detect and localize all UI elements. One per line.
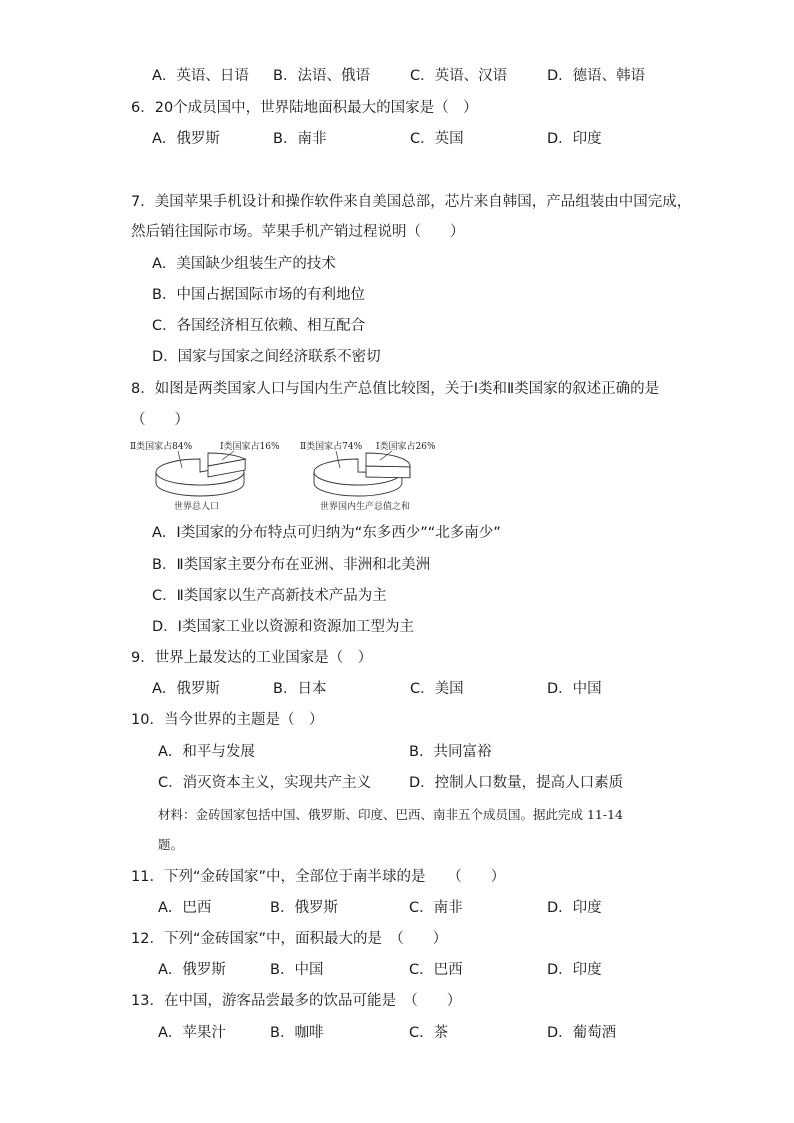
q13-option-c: C．茶 — [409, 1025, 449, 1041]
q6-option-d: D．印度 — [547, 131, 602, 147]
pie-chart-population — [156, 451, 245, 496]
q13-option-d: D．葡萄酒 — [547, 1025, 617, 1041]
q8-option-b: B．Ⅱ类国家主要分布在亚洲、非洲和北美洲 — [152, 557, 431, 573]
q11-option-c: C．南非 — [409, 900, 463, 916]
q12-option-b: B．中国 — [270, 962, 324, 978]
q8-option-c: C．Ⅱ类国家以生产高新技术产品为主 — [152, 588, 387, 604]
q5-option-c: C．英语、汉语 — [410, 68, 508, 84]
q6-option-c: C．英国 — [410, 131, 464, 147]
q8-pie-figure — [128, 434, 468, 514]
q7-option-b: B．中国占据国际市场的有利地位 — [152, 287, 365, 303]
q10-option-a: A．和平与发展 — [158, 744, 255, 760]
q9-option-a: A．俄罗斯 — [152, 681, 220, 697]
q10-option-c: C．消灭资本主义，实现共产主义 — [158, 775, 372, 791]
material-line2: 题。 — [158, 837, 184, 852]
pie1-label-i: Ⅰ类国家占26% — [376, 442, 436, 452]
q7-option-d: D．国家与国家之间经济联系不密切 — [152, 349, 381, 365]
q10-stem: 10．当今世界的主题是（ ） — [131, 712, 324, 728]
q13-stem: 13．在中国，游客品尝最多的饮品可能是 （ ） — [131, 993, 462, 1009]
q8-stem-line2: （ ） — [131, 412, 189, 428]
q12-stem: 12．下列“金砖国家”中，面积最大的是 （ ） — [131, 931, 448, 947]
q7-stem-line1: 7．美国苹果手机设计和操作软件来自美国总部，芯片来自韩国，产品组装由中国完成， — [131, 194, 692, 210]
q7-option-c: C．各国经济相互依赖、相互配合 — [152, 318, 366, 334]
q12-option-d: D．印度 — [547, 962, 602, 978]
q10-option-d: D．控制人口数量，提高人口素质 — [409, 775, 624, 791]
q9-option-d: D．中国 — [547, 681, 602, 697]
pie1-label-ii: Ⅱ类国家占74% — [300, 442, 363, 452]
q12-option-a: A．俄罗斯 — [158, 962, 226, 978]
pie0-title: 世界总人口 — [174, 502, 220, 512]
q9-stem: 9．世界上最发达的工业国家是（ ） — [131, 650, 373, 666]
pie0-label-i: Ⅰ类国家占16% — [220, 442, 280, 452]
q8-stem-line1: 8．如图是两类国家人口与国内生产总值比较图，关于Ⅰ类和Ⅱ类国家的叙述正确的是 — [131, 381, 660, 397]
pie1-small-slice — [366, 453, 410, 478]
q6-stem: 6．20个成员国中，世界陆地面积最大的国家是（ ） — [131, 100, 478, 116]
q11-option-a: A．巴西 — [158, 900, 212, 916]
q5-option-d: D．德语、韩语 — [547, 68, 646, 84]
q13-option-b: B．咖啡 — [270, 1025, 324, 1041]
q9-option-b: B．日本 — [273, 681, 327, 697]
q5-option-b: B．法语、俄语 — [273, 68, 370, 84]
q12-option-c: C．巴西 — [409, 962, 463, 978]
q8-option-a: A．Ⅰ类国家的分布特点可归纳为“东多西少”“北多南少” — [152, 525, 501, 541]
q13-option-a: A．苹果汁 — [158, 1025, 226, 1041]
q10-option-b: B．共同富裕 — [409, 744, 492, 760]
q11-option-d: D．印度 — [547, 900, 602, 916]
q11-stem: 11．下列“金砖国家”中，全部位于南半球的是 （ ） — [131, 869, 506, 885]
pie0-label-ii: Ⅱ类国家占84% — [130, 442, 193, 452]
pie1-title: 世界国内生产总值之和 — [320, 502, 411, 512]
q9-option-c: C．美国 — [410, 681, 464, 697]
q11-option-b: B．俄罗斯 — [270, 900, 338, 916]
pie-chart-gdp — [314, 451, 410, 496]
q7-option-a: A．美国缺少组装生产的技术 — [152, 256, 336, 272]
material-line1: 材料：金砖国家包括中国、俄罗斯、印度、巴西、南非五个成员国。据此完成 11-14 — [158, 807, 624, 822]
q6-option-b: B．南非 — [273, 131, 327, 147]
q8-option-d: D．Ⅰ类国家工业以资源和资源加工型为主 — [152, 619, 414, 635]
q7-stem-line2: 然后销往国际市场。苹果手机产销过程说明（ ） — [131, 224, 465, 240]
q6-option-a: A．俄罗斯 — [152, 131, 220, 147]
q5-option-a: A．英语、日语 — [152, 68, 249, 84]
